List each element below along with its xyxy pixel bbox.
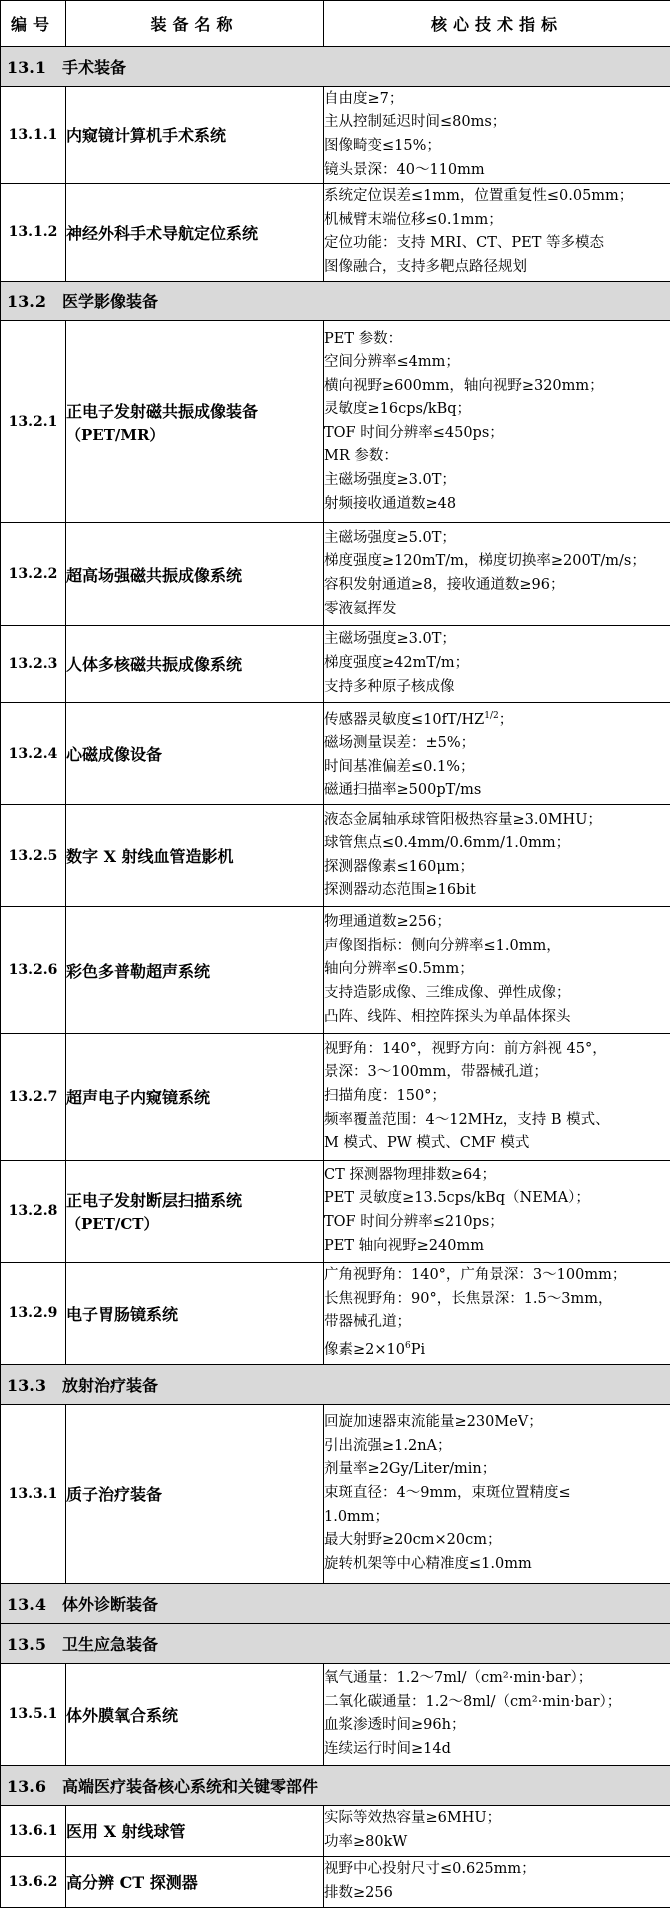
equipment-name bbox=[66, 1856, 324, 1907]
equipment-row bbox=[1, 86, 670, 183]
spec-line: TOF 时间分辨率≤450ps； bbox=[324, 424, 504, 441]
spec-line: 空间分辨率≤4mm； bbox=[324, 354, 460, 371]
spec-line: 灵敏度≥16cps/kBq； bbox=[324, 401, 472, 418]
spec-line: 磁场测量误差：±5%； bbox=[324, 735, 476, 752]
section-number: 13.6 bbox=[7, 1776, 46, 1796]
equipment-number: 13.2.7 bbox=[1, 1033, 66, 1160]
section-cell bbox=[1, 1584, 670, 1624]
equipment-name-text: 正电子发射磁共振成像装备 bbox=[66, 401, 259, 421]
core-specs bbox=[324, 703, 670, 805]
spec-line: 血浆渗透时间≥96h； bbox=[324, 1717, 466, 1734]
section-number: 13.4 bbox=[7, 1595, 46, 1615]
spec-line: 带器械孔道； bbox=[324, 1314, 411, 1331]
equipment-name bbox=[66, 1160, 324, 1262]
equipment-name-text: 体外膜氧合系统 bbox=[66, 1705, 179, 1725]
equipment-row bbox=[1, 1663, 670, 1765]
spec-line: 支持多种原子核成像 bbox=[324, 678, 455, 695]
equipment-name-text: 电子胃肠镜系统 bbox=[66, 1304, 179, 1324]
equipment-name-text: 超声电子内窥镜系统 bbox=[66, 1088, 211, 1108]
section-cell bbox=[1, 281, 670, 321]
spec-line: 功率≥80kW bbox=[324, 1833, 408, 1850]
section-cell bbox=[1, 1624, 670, 1664]
spec-line: 氧气通量：1.2～7ml/（cm²·min·bar）； bbox=[324, 1670, 593, 1687]
equipment-name bbox=[66, 703, 324, 805]
spec-line: 扫描角度：150°； bbox=[324, 1087, 446, 1104]
equipment-name-text: 超高场强磁共振成像系统 bbox=[66, 565, 243, 585]
equipment-name bbox=[66, 907, 324, 1034]
equipment-number: 13.2.6 bbox=[1, 907, 66, 1034]
equipment-row bbox=[1, 625, 670, 703]
equipment-name-text: 正电子发射断层扫描系统 bbox=[66, 1191, 243, 1211]
spec-line: 剂量率≥2Gy/Liter/min； bbox=[324, 1461, 497, 1478]
spec-line: 像素$\ge 2\times 10^6Pi$ bbox=[324, 1340, 426, 1358]
equipment-name-text: 数字 X 射线血管造影机 bbox=[66, 847, 234, 867]
equipment-number: 13.3.1 bbox=[1, 1404, 66, 1584]
equipment-name bbox=[66, 86, 324, 183]
spec-line: 时间基准偏差≤0.1%； bbox=[324, 758, 475, 775]
equipment-number: 13.5.1 bbox=[1, 1663, 66, 1765]
header-core-specs: 核心技术指标 bbox=[324, 1, 670, 47]
equipment-number: 13.2.2 bbox=[1, 523, 66, 625]
equipment-name bbox=[66, 321, 324, 523]
spec-line: M 模式、PW 模式、CMF 模式 bbox=[324, 1135, 530, 1152]
spec-line: 球管焦点≤0.4mm/0.6mm/1.0mm； bbox=[324, 835, 571, 852]
equipment-name-text: 人体多核磁共振成像系统 bbox=[66, 655, 243, 675]
core-specs bbox=[324, 1805, 670, 1856]
equipment-name bbox=[66, 1262, 324, 1364]
spec-line: 支持造影成像、三维成像、弹性成像； bbox=[324, 984, 571, 1001]
section-title: 手术装备 bbox=[62, 57, 127, 77]
equipment-name bbox=[66, 625, 324, 703]
spec-line: 最大射野≥20cm×20cm； bbox=[324, 1532, 502, 1549]
spec-line: 视野中心投射尺寸≤0.625mm； bbox=[324, 1861, 536, 1878]
section-title: 卫生应急装备 bbox=[62, 1634, 159, 1654]
core-specs bbox=[324, 1404, 670, 1584]
equipment-number: 13.2.8 bbox=[1, 1160, 66, 1262]
spec-line: 主磁场强度≥3.0T； bbox=[324, 631, 456, 648]
spec-line: 视野角：140°，视野方向：前方斜视 45°， bbox=[324, 1040, 607, 1057]
section-row bbox=[1, 46, 670, 86]
spec-line: 梯度强度≥42mT/m； bbox=[324, 655, 470, 672]
spec-line: 梯度强度≥120mT/m，梯度切换率≥200T/m/s； bbox=[324, 553, 646, 570]
header-equipment-name: 装备名称 bbox=[66, 1, 324, 47]
equipment-row bbox=[1, 1805, 670, 1856]
section-number: 13.1 bbox=[7, 57, 46, 77]
core-specs bbox=[324, 805, 670, 907]
section-title: 放射治疗装备 bbox=[62, 1375, 159, 1395]
equipment-number: 13.6.2 bbox=[1, 1856, 66, 1907]
superscript: 6 bbox=[404, 1340, 411, 1351]
spec-line: 主磁场强度≥3.0T； bbox=[324, 472, 456, 489]
spec-line: PET 参数： bbox=[324, 330, 403, 347]
equipment-number: 13.6.1 bbox=[1, 1805, 66, 1856]
spec-line: 图像融合，支持多靶点路径规划 bbox=[324, 258, 527, 275]
core-specs bbox=[324, 1160, 670, 1262]
spec-line: 定位功能：支持 MRI、CT、PET 等多模态 bbox=[324, 235, 604, 252]
section-cell bbox=[1, 1765, 670, 1805]
spec-line: 景深：3～100mm，带器械孔道； bbox=[324, 1064, 548, 1081]
equipment-name-text: 高分辨 CT 探测器 bbox=[66, 1873, 198, 1893]
core-specs bbox=[324, 907, 670, 1034]
spec-line: 凸阵、线阵、相控阵探头为单晶体探头 bbox=[324, 1008, 571, 1025]
equipment-number: 13.1.2 bbox=[1, 184, 66, 281]
spec-line: 物理通道数≥256； bbox=[324, 914, 451, 931]
equipment-row bbox=[1, 1262, 670, 1364]
equipment-row bbox=[1, 184, 670, 281]
section-row bbox=[1, 1624, 670, 1664]
spec-line: 频率覆盖范围：4～12MHz，支持 B 模式、 bbox=[324, 1111, 610, 1128]
equipment-row bbox=[1, 907, 670, 1034]
spec-line: 横向视野≥600mm，轴向视野≥320mm； bbox=[324, 377, 604, 394]
core-specs bbox=[324, 523, 670, 625]
equipment-name bbox=[66, 1033, 324, 1160]
spec-line: 连续运行时间≥14d bbox=[324, 1740, 451, 1757]
equipment-row bbox=[1, 1404, 670, 1584]
spec-line: 二氧化碳通量：1.2～8ml/（cm²·min·bar）； bbox=[324, 1693, 622, 1710]
equipment-name bbox=[66, 1404, 324, 1584]
section-title: 体外诊断装备 bbox=[62, 1595, 159, 1615]
equipment-name-text: 内窥镜计算机手术系统 bbox=[66, 126, 227, 146]
core-specs bbox=[324, 1033, 670, 1160]
spec-line: 排数≥256 bbox=[324, 1884, 393, 1901]
core-specs bbox=[324, 184, 670, 281]
spec-line: 实际等效热容量≥6MHU； bbox=[324, 1810, 502, 1827]
equipment-name-text: 神经外科手术导航定位系统 bbox=[66, 223, 259, 243]
equipment-name-abbr: （PET/MR） bbox=[66, 425, 165, 444]
spec-line: 声像图指标：侧向分辨率≤1.0mm， bbox=[324, 937, 561, 954]
equipment-name bbox=[66, 1805, 324, 1856]
spec-line: TOF 时间分辨率≤210ps； bbox=[324, 1214, 504, 1231]
equipment-row bbox=[1, 703, 670, 805]
spec-line: 磁通扫描率≥500pT/ms bbox=[324, 782, 482, 799]
superscript: 1/2 bbox=[484, 710, 499, 721]
spec-line: PET 灵敏度≥13.5cps/kBq（NEMA）； bbox=[324, 1190, 590, 1207]
equipment-number: 13.2.3 bbox=[1, 625, 66, 703]
spec-line: 射频接收通道数≥48 bbox=[324, 495, 457, 512]
spec-line: 主从控制延迟时间≤80ms； bbox=[324, 114, 507, 131]
core-specs bbox=[324, 321, 670, 523]
spec-line: 传感器灵敏度$\le 10fT/HZ^{1/2}$； bbox=[324, 710, 514, 728]
equipment-row bbox=[1, 1033, 670, 1160]
spec-line: 液态金属轴承球管阳极热容量≥3.0MHU； bbox=[324, 811, 602, 828]
core-specs bbox=[324, 625, 670, 703]
section-number: 13.5 bbox=[7, 1634, 46, 1654]
spec-line: 引出流强≥1.2nA； bbox=[324, 1437, 452, 1454]
spec-line: 广角视野角：140°，广角景深：3～100mm； bbox=[324, 1267, 627, 1284]
core-specs bbox=[324, 1856, 670, 1907]
section-row bbox=[1, 1765, 670, 1805]
spec-line: 长焦视野角：90°，长焦景深：1.5～3mm， bbox=[324, 1290, 613, 1307]
section-cell bbox=[1, 46, 670, 86]
core-specs bbox=[324, 1663, 670, 1765]
equipment-number: 13.1.1 bbox=[1, 86, 66, 183]
section-number: 13.2 bbox=[7, 292, 46, 312]
core-specs bbox=[324, 1262, 670, 1364]
equipment-name bbox=[66, 1663, 324, 1765]
header-number: 编号 bbox=[1, 1, 66, 47]
equipment-name-text: 心磁成像设备 bbox=[66, 745, 163, 765]
spec-line: CT 探测器物理排数≥64； bbox=[324, 1166, 496, 1183]
spec-line: PET 轴向视野≥240mm bbox=[324, 1237, 484, 1254]
spec-line: 探测器动态范围≥16bit bbox=[324, 882, 476, 899]
spec-line: 系统定位误差≤1mm，位置重复性≤0.05mm； bbox=[324, 188, 634, 205]
equipment-number: 13.2.9 bbox=[1, 1262, 66, 1364]
equipment-row bbox=[1, 805, 670, 907]
equipment-number: 13.2.5 bbox=[1, 805, 66, 907]
spec-line: 轴向分辨率≤0.5mm； bbox=[324, 961, 474, 978]
spec-line: 旋转机架等中心精准度≤1.0mm bbox=[324, 1555, 532, 1572]
section-number: 13.3 bbox=[7, 1375, 46, 1395]
equipment-number: 13.2.1 bbox=[1, 321, 66, 523]
spec-line: 1.0mm； bbox=[324, 1508, 390, 1525]
section-row bbox=[1, 1584, 670, 1624]
spec-line: MR 参数： bbox=[324, 448, 398, 465]
spec-line: 机械臂末端位移≤0.1mm； bbox=[324, 211, 503, 228]
spec-line: 图像畸变≤15%； bbox=[324, 137, 441, 154]
equipment-row bbox=[1, 321, 670, 523]
equipment-name bbox=[66, 523, 324, 625]
equipment-name bbox=[66, 805, 324, 907]
section-title: 医学影像装备 bbox=[62, 292, 159, 312]
spec-line: 束斑直径：4～9mm，束斑位置精度≤ bbox=[324, 1485, 571, 1502]
spec-line: 探测器像素≤160μm； bbox=[324, 858, 474, 875]
core-specs bbox=[324, 86, 670, 183]
section-row bbox=[1, 281, 670, 321]
section-cell bbox=[1, 1364, 670, 1404]
spec-line: 主磁场强度≥5.0T； bbox=[324, 529, 456, 546]
header-row bbox=[1, 1, 670, 47]
equipment-row bbox=[1, 1160, 670, 1262]
equipment-name-text: 质子治疗装备 bbox=[66, 1485, 163, 1505]
equipment-row bbox=[1, 523, 670, 625]
section-title: 高端医疗装备核心系统和关键零部件 bbox=[62, 1776, 319, 1796]
spec-line: 容积发射通道≥8，接收通道数≥96； bbox=[324, 577, 565, 594]
spec-line: 零液氦挥发 bbox=[324, 600, 397, 617]
equipment-name-text: 彩色多普勒超声系统 bbox=[66, 961, 211, 981]
spec-line: 自由度≥7； bbox=[324, 90, 404, 107]
equipment-name bbox=[66, 184, 324, 281]
section-row bbox=[1, 1364, 670, 1404]
equipment-number: 13.2.4 bbox=[1, 703, 66, 805]
spec-line: 镜头景深：40～110mm bbox=[324, 161, 485, 178]
spec-line: 回旋加速器束流能量≥230MeV； bbox=[324, 1414, 543, 1431]
equipment-name-text: 医用 X 射线球管 bbox=[66, 1822, 186, 1842]
equipment-name-abbr: （PET/CT） bbox=[66, 1215, 159, 1234]
equipment-row bbox=[1, 1856, 670, 1907]
